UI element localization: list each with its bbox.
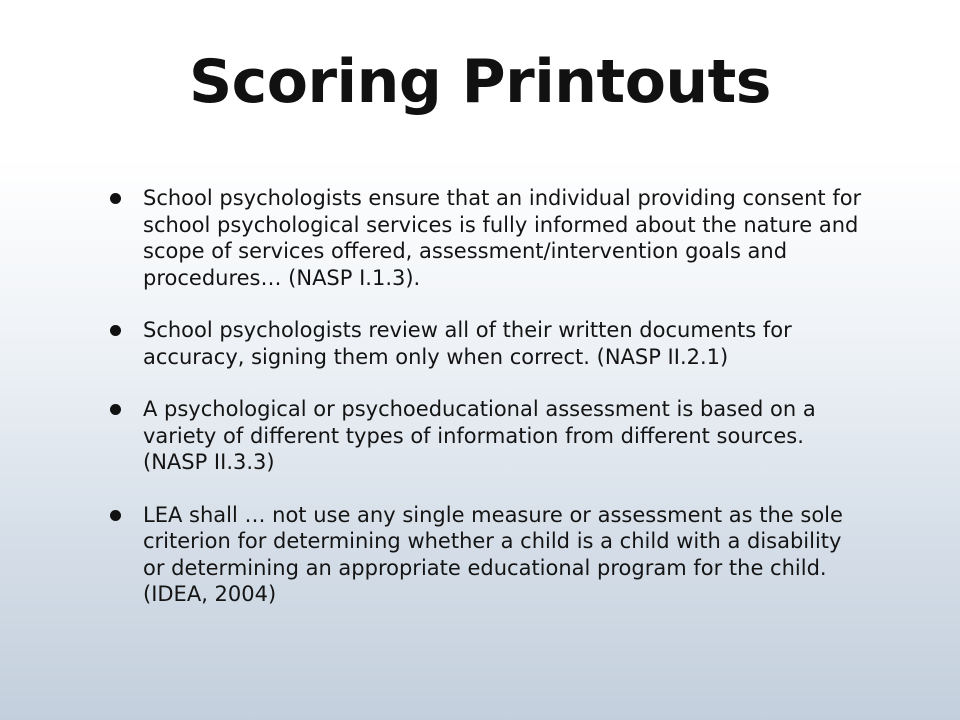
bullet-text: A psychological or psychoeducational assessment is based on a variety of different types of information from different sources. (NASP II.3.3)	[143, 397, 816, 474]
bullet-dot-icon	[110, 193, 121, 204]
bullet-dot-icon	[110, 325, 121, 336]
bullet-item	[105, 317, 865, 370]
bullet-text: School psychologists review all of their written documents for accuracy, signing them only when correct. (NASP II.2.1)	[143, 318, 792, 369]
bullet-item	[105, 502, 865, 608]
bullet-text: School psychologists ensure that an individual providing consent for school psychological services is fully informed about the nature and scope of services offered, assessment/intervention goals and procedures… (NASP I.1.3).	[143, 186, 862, 290]
bullet-item	[105, 185, 865, 291]
bullet-text: LEA shall … not use any single measure or assessment as the sole criterion for determining whether a child is a child with a disability or determining an appropriate educational program for the child. (IDEA, 2004)	[143, 502, 843, 606]
bullet-item	[105, 396, 865, 476]
bullet-dot-icon	[110, 510, 121, 521]
slide-title: Scoring Printouts	[188, 47, 772, 117]
bullet-dot-icon	[110, 404, 121, 415]
bullet-list	[105, 185, 865, 634]
